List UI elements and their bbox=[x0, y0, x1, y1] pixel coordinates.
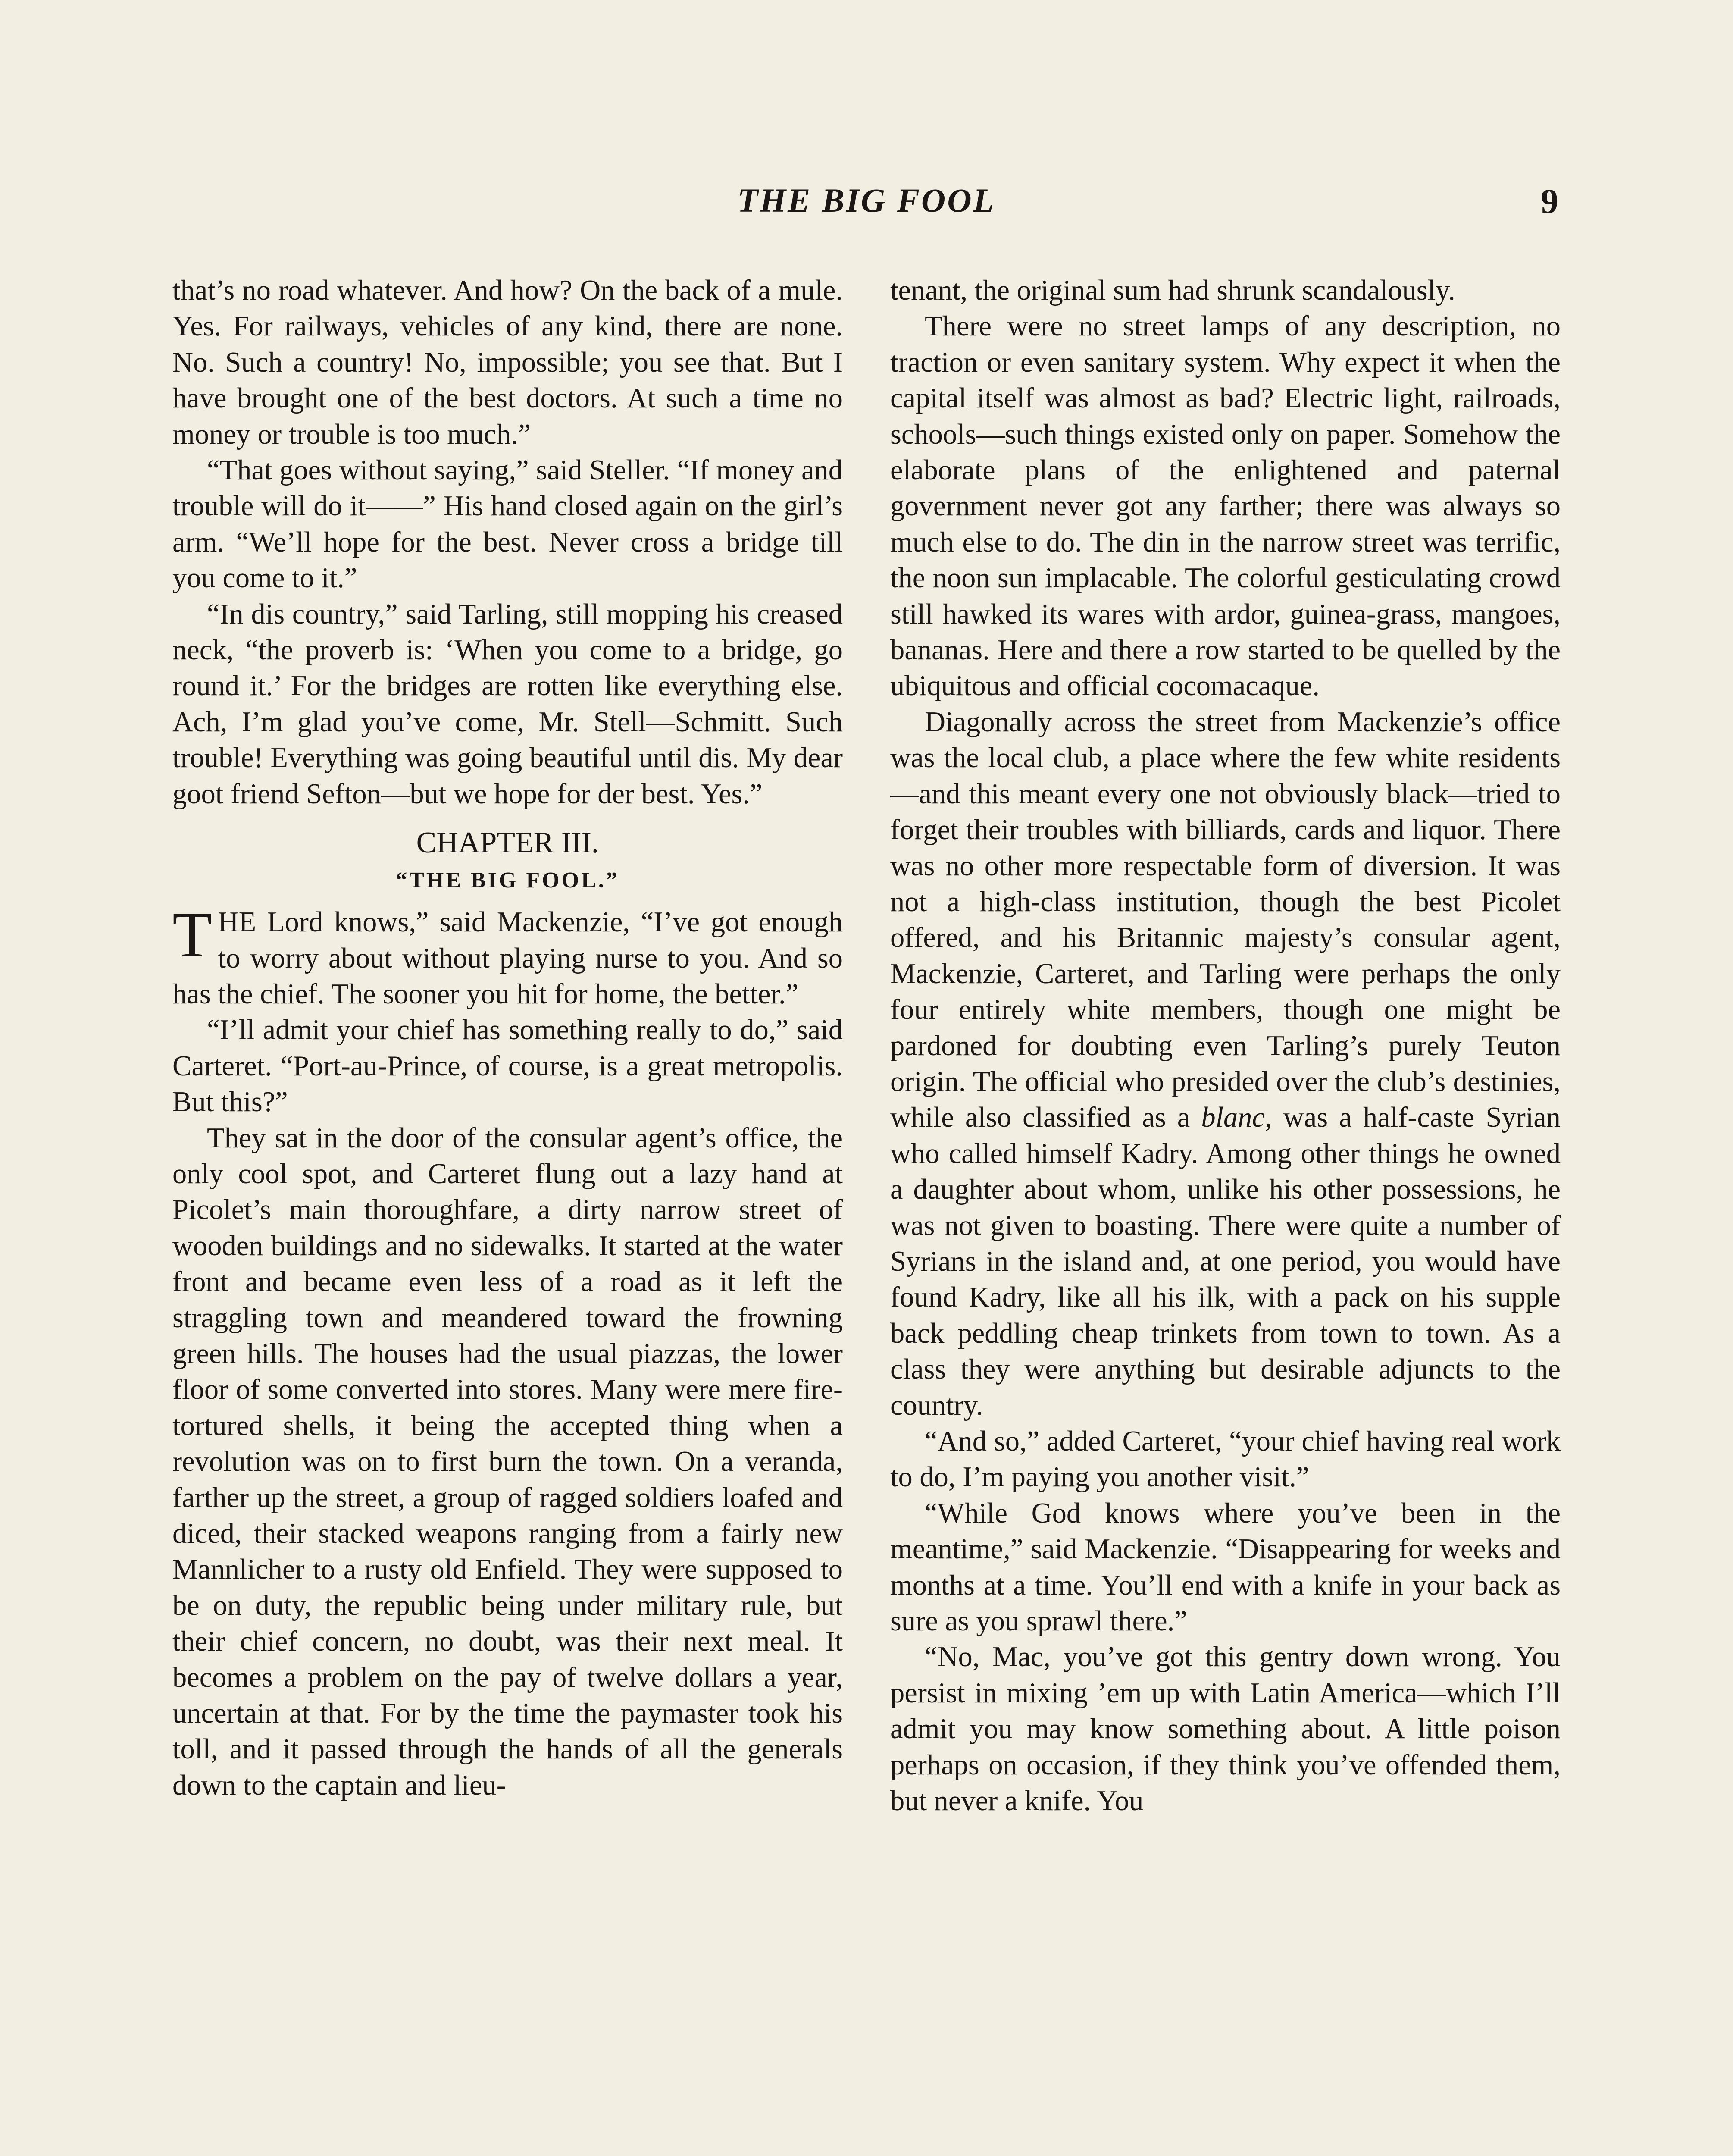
drop-cap: T bbox=[172, 899, 212, 971]
paragraph: There were no street lamps of any description, no traction or even sanitary system. Why expect it when the capital itself was almost as bad? Electric light, railroads, schools—such things existed only on paper. Somehow the elaborate plans of the enlightened and paternal government never got any farther; there was always so much else to do. The din in the narrow street was terrific, the noon sun implacable. The colorful gesticulating crowd still hawked its wares with ardor, guinea-grass, mangoes, bananas. Here and there a row started to be quelled by the ubiquitous and official cocomacaque. bbox=[890, 310, 1561, 702]
paragraph: “And so,” added Carteret, “your chief having real work to do, I’m paying you another visit.” bbox=[890, 1426, 1561, 1493]
paragraph: that’s no road whatever. And how? On the back of a mule. Yes. For railways, vehicles of any kind, there are none. No. Such a country! No, impossible; you see that. But I have brought one of the best doctors. At such a time no money or trouble is too much.” bbox=[172, 275, 843, 450]
right-column bbox=[890, 273, 1561, 2156]
paragraph: “I’ll admit your chief has something really to do,” said Carteret. “Port-au-Prince, of course, is a great metropolis. But this?” bbox=[172, 1014, 843, 1118]
paragraph: “That goes without saying,” said Steller. “If money and trouble will do it——” His hand closed again on the girl’s arm. “We’ll hope for the best. Never cross a bridge till you come to it.” bbox=[172, 454, 843, 594]
paragraph: “While God knows where you’ve been in the meantime,” said Mackenzie. “Disappearing for weeks and months at a time. You’ll end with a knife in your back as sure as you sprawl there.” bbox=[890, 1497, 1561, 1637]
chapter-title: “THE BIG FOOL.” bbox=[396, 868, 619, 893]
chapter-number: CHAPTER III. bbox=[416, 826, 599, 860]
paragraph-text: was a half-caste Syrian who called himself Kadry. Among other things he owned a daughter about whom, unlike his other possessions, he was not given to boasting. There were quite a number of Syrians in the island and, at one period, you would have found Kadry, like all his ilk, with a pack on his supple back peddling cheap trinkets from town to town. As a class they were anything but desirable adjuncts to the country. bbox=[890, 1102, 1561, 1421]
paragraph: They sat in the door of the consular agent’s office, the only cool spot, and Carteret flung out a lazy hand at Picolet’s main thoroughfare, a dirty narrow street of wooden buildings and no sidewalks. It started at the water front and became even less of a road as it left the straggling town and meandered toward the frowning green hills. The houses had the usual piazzas, the lower floor of some converted into stores. Many were mere fire-tortured shells, it being the accepted thing when a revolution was on to first burn the town. On a veranda, farther up the street, a group of ragged soldiers loafed and diced, their stacked weapons ranging from a fairly new Mannlicher to a rusty old Enfield. They were supposed to be on duty, the republic being under military rule, but their chief concern, no doubt, was their next meal. It becomes a problem on the pay of twelve dollars a year, uncertain at that. For by the time the paymaster took his toll, and it passed through the hands of all the generals down to the captain and lieu- bbox=[172, 1122, 843, 1801]
paragraph-text: Diagonally across the street from Mackenzie’s office was the local club, a place where the few white residents—and this meant every one not obviously black—tried to forget their troubles with billiards, cards and liquor. There was no other more respectable form of diversion. It was not a high-class institution, though the best Picolet offered, and his Britannic majesty’s consular agent, Mackenzie, Carteret, and Tarling were perhaps the only four entirely white members, though one might be pardoned for doubting even Tarling’s purely Teuton origin. The official who presided over the club’s destinies, while also classified as a bbox=[890, 706, 1561, 1134]
running-title: THE BIG FOOL bbox=[737, 182, 996, 219]
page-number: 9 bbox=[1541, 182, 1558, 221]
page-header bbox=[175, 181, 1558, 241]
italic-word: blanc, bbox=[1201, 1102, 1272, 1134]
paragraph: tenant, the original sum had shrunk scandalously. bbox=[890, 275, 1455, 306]
paragraph-text: HE Lord knows,” said Mackenzie, “I’ve got enough to worry about without playing nurse to you. And so has the chief. The sooner you hit for home, the better.” bbox=[172, 906, 843, 1010]
left-column bbox=[172, 273, 843, 2156]
paragraph: “No, Mac, you’ve got this gentry down wrong. You persist in mixing ’em up with Latin America—which I’ll admit you may know something about. A little poison perhaps on occasion, if they think you’ve offended them, but never a knife. You bbox=[890, 1641, 1561, 1817]
paragraph bbox=[890, 704, 1561, 1423]
chapter-opening-paragraph bbox=[172, 899, 843, 1012]
paragraph: “In dis country,” said Tarling, still mopping his creased neck, “the proverb is: ‘When you come to a bridge, go round it.’ For the bridges are rotten like everything else. Ach, I’m glad you’ve come, Mr. Stell—Schmitt. Such trouble! Everything was going beautiful until dis. My dear goot friend Sefton—but we hope for der best. Yes.” bbox=[172, 598, 843, 810]
